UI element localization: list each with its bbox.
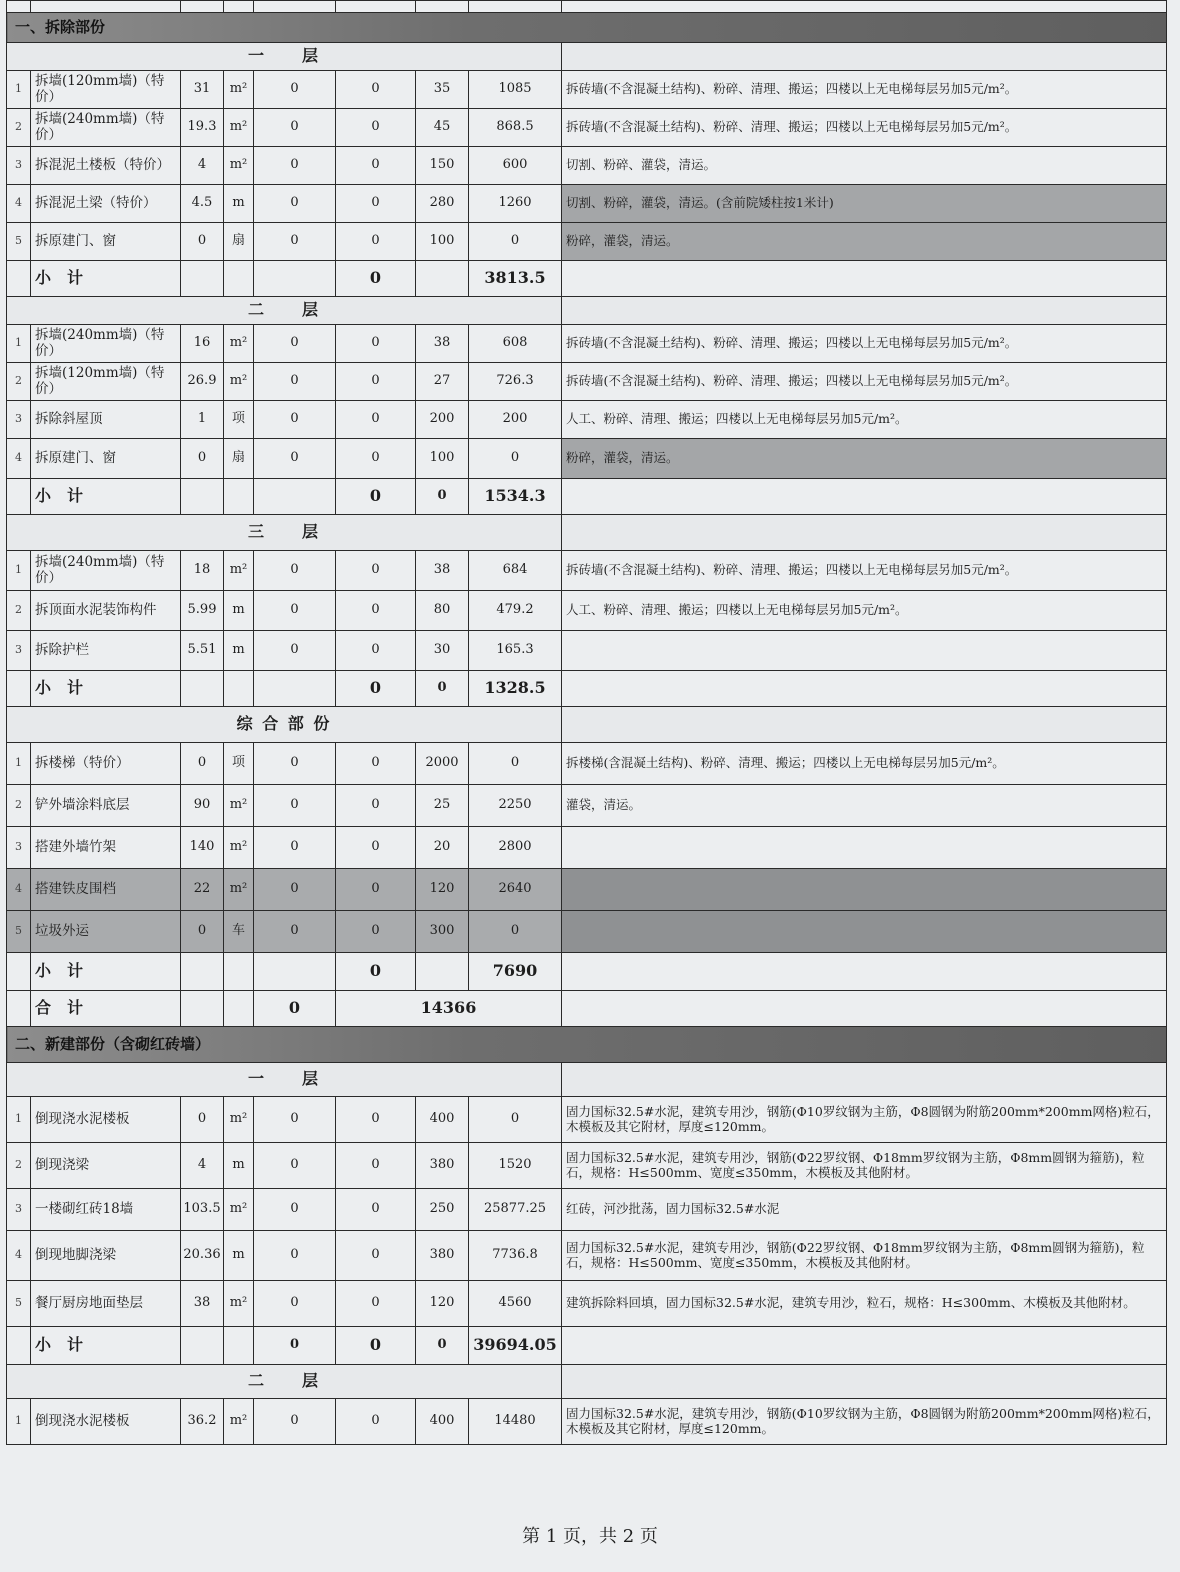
qty: 0 bbox=[181, 1097, 224, 1143]
col-a: 0 bbox=[254, 631, 336, 671]
item-name: 拆墙(240mm墙)（特价） bbox=[31, 109, 181, 147]
description: 切割、粉碎，灌袋，清运。(含前院矮柱按1米计) bbox=[562, 185, 1167, 223]
col-a: 0 bbox=[254, 1143, 336, 1189]
col-b: 0 bbox=[336, 591, 416, 631]
item-name: 拆顶面水泥装饰构件 bbox=[31, 591, 181, 631]
row-no: 3 bbox=[7, 1189, 31, 1231]
row-no: 1 bbox=[7, 743, 31, 785]
col-a: 0 bbox=[254, 401, 336, 439]
subtotal-price: 0 bbox=[416, 671, 469, 707]
unit-price: 400 bbox=[416, 1399, 469, 1445]
row-no: 2 bbox=[7, 363, 31, 401]
col-b: 0 bbox=[336, 71, 416, 109]
unit: m² bbox=[224, 1097, 254, 1143]
subtotal-label: 小 计 bbox=[31, 1327, 181, 1365]
page-footer: 第 1 页，共 2 页 bbox=[522, 1526, 658, 1547]
line-total: 479.2 bbox=[469, 591, 562, 631]
unit-price: 300 bbox=[416, 911, 469, 953]
unit-price: 2000 bbox=[416, 743, 469, 785]
unit-price: 35 bbox=[416, 71, 469, 109]
description: 拆砖墙(不含混凝土结构)、粉碎、清理、搬运；四楼以上无电梯每层另加5元/m²。 bbox=[562, 71, 1167, 109]
row-no: 3 bbox=[7, 147, 31, 185]
table-row bbox=[7, 551, 1167, 591]
item-name: 倒现地脚浇梁 bbox=[31, 1231, 181, 1281]
col-a: 0 bbox=[254, 363, 336, 401]
description: 粉碎，灌袋，清运。 bbox=[562, 223, 1167, 261]
row-no: 1 bbox=[7, 1399, 31, 1445]
table-row bbox=[7, 363, 1167, 401]
item-name: 拆混泥土楼板（特价） bbox=[31, 147, 181, 185]
unit-price: 120 bbox=[416, 869, 469, 911]
table-row bbox=[7, 1231, 1167, 1281]
table-row bbox=[7, 743, 1167, 785]
floor-header bbox=[7, 297, 1167, 325]
col-a: 0 bbox=[254, 743, 336, 785]
col-a: 0 bbox=[254, 827, 336, 869]
item-name: 拆原建门、窗 bbox=[31, 223, 181, 261]
subtotal-row bbox=[7, 1327, 1167, 1365]
unit: 扇 bbox=[224, 223, 254, 261]
item-name: 拆墙(120mm墙)（特价） bbox=[31, 363, 181, 401]
unit: m² bbox=[224, 1399, 254, 1445]
row-no: 3 bbox=[7, 827, 31, 869]
col-b: 0 bbox=[336, 869, 416, 911]
item-name: 拆原建门、窗 bbox=[31, 439, 181, 479]
unit-price: 120 bbox=[416, 1281, 469, 1327]
row-no: 3 bbox=[7, 631, 31, 671]
description: 拆砖墙(不含混凝土结构)、粉碎、清理、搬运；四楼以上无电梯每层另加5元/m²。 bbox=[562, 551, 1167, 591]
table-row bbox=[7, 631, 1167, 671]
floor-label: 二 层 bbox=[7, 297, 562, 325]
qty: 5.99 bbox=[181, 591, 224, 631]
col-b: 0 bbox=[336, 1097, 416, 1143]
section-header bbox=[7, 1027, 1167, 1063]
section-title: 二、新建部份（含砌红砖墙） bbox=[7, 1027, 1167, 1063]
col-a: 0 bbox=[254, 223, 336, 261]
table-row bbox=[7, 147, 1167, 185]
floor-header bbox=[7, 707, 1167, 743]
table-row bbox=[7, 223, 1167, 261]
table-row bbox=[7, 401, 1167, 439]
col-a: 0 bbox=[254, 1097, 336, 1143]
description: 人工、粉碎、清理、搬运；四楼以上无电梯每层另加5元/m²。 bbox=[562, 591, 1167, 631]
col-a: 0 bbox=[254, 109, 336, 147]
line-total: 0 bbox=[469, 1097, 562, 1143]
description: 建筑拆除料回填，固力国标32.5#水泥，建筑专用沙，粒石，规格：H≤300mm、木模板及其他附材。 bbox=[562, 1281, 1167, 1327]
row-no: 2 bbox=[7, 591, 31, 631]
col-b: 0 bbox=[336, 1143, 416, 1189]
row-no: 1 bbox=[7, 551, 31, 591]
col-b: 0 bbox=[336, 743, 416, 785]
grand-total-amount: 14366 bbox=[336, 991, 562, 1027]
qty: 16 bbox=[181, 325, 224, 363]
col-a: 0 bbox=[254, 1281, 336, 1327]
qty: 26.9 bbox=[181, 363, 224, 401]
quotation-sheet bbox=[6, 0, 1174, 1547]
table-row bbox=[7, 71, 1167, 109]
description bbox=[562, 911, 1167, 953]
unit: m bbox=[224, 185, 254, 223]
row-no: 3 bbox=[7, 401, 31, 439]
subtotal-label: 小 计 bbox=[31, 671, 181, 707]
row-no: 2 bbox=[7, 785, 31, 827]
col-b: 0 bbox=[336, 551, 416, 591]
floor-header bbox=[7, 1365, 1167, 1399]
qty: 4 bbox=[181, 147, 224, 185]
table-row bbox=[7, 439, 1167, 479]
table-row bbox=[7, 1281, 1167, 1327]
item-name: 拆混泥土梁（特价） bbox=[31, 185, 181, 223]
description bbox=[562, 827, 1167, 869]
description: 固力国标32.5#水泥，建筑专用沙，钢筋(Φ22罗纹钢、Φ18mm罗纹钢为主筋，Φ8mm圆钢为箍筋)，粒石，规格：H≤500mm、宽度≤350mm，木模板及其他附材。 bbox=[562, 1231, 1167, 1281]
qty: 103.5 bbox=[181, 1189, 224, 1231]
line-total: 2800 bbox=[469, 827, 562, 869]
col-b: 0 bbox=[336, 401, 416, 439]
item-name: 餐厅厨房地面垫层 bbox=[31, 1281, 181, 1327]
col-b: 0 bbox=[336, 1231, 416, 1281]
item-name: 拆墙(240mm墙)（特价） bbox=[31, 551, 181, 591]
unit: m² bbox=[224, 785, 254, 827]
description: 人工、粉碎、清理、搬运；四楼以上无电梯每层另加5元/m²。 bbox=[562, 401, 1167, 439]
row-no: 1 bbox=[7, 1097, 31, 1143]
row-no: 5 bbox=[7, 223, 31, 261]
floor-header bbox=[7, 515, 1167, 551]
qty: 31 bbox=[181, 71, 224, 109]
grand-total-label: 合 计 bbox=[31, 991, 181, 1027]
unit-price: 150 bbox=[416, 147, 469, 185]
subtotal-row bbox=[7, 953, 1167, 991]
line-total: 0 bbox=[469, 743, 562, 785]
line-total: 684 bbox=[469, 551, 562, 591]
unit-price: 80 bbox=[416, 591, 469, 631]
item-name: 拆除护栏 bbox=[31, 631, 181, 671]
col-b: 0 bbox=[336, 631, 416, 671]
line-total: 4560 bbox=[469, 1281, 562, 1327]
col-a: 0 bbox=[254, 1189, 336, 1231]
floor-label: 一 层 bbox=[7, 43, 562, 71]
col-b: 0 bbox=[336, 1399, 416, 1445]
item-name: 一楼砌红砖18墙 bbox=[31, 1189, 181, 1231]
grand-total-col-a: 0 bbox=[254, 991, 336, 1027]
table-row bbox=[7, 1143, 1167, 1189]
unit-price: 100 bbox=[416, 439, 469, 479]
line-total: 868.5 bbox=[469, 109, 562, 147]
col-a: 0 bbox=[254, 71, 336, 109]
col-b: 0 bbox=[336, 785, 416, 827]
item-name: 倒现浇水泥楼板 bbox=[31, 1097, 181, 1143]
qty: 0 bbox=[181, 911, 224, 953]
row-no: 4 bbox=[7, 439, 31, 479]
unit: m bbox=[224, 591, 254, 631]
subtotal-row bbox=[7, 261, 1167, 297]
floor-label: 三 层 bbox=[7, 515, 562, 551]
description: 拆楼梯(含混凝土结构)、粉碎、清理、搬运；四楼以上无电梯每层另加5元/m²。 bbox=[562, 743, 1167, 785]
qty: 20.36 bbox=[181, 1231, 224, 1281]
unit: m² bbox=[224, 109, 254, 147]
col-a: 0 bbox=[254, 147, 336, 185]
qty: 0 bbox=[181, 439, 224, 479]
col-b: 0 bbox=[336, 109, 416, 147]
col-b: 0 bbox=[336, 1189, 416, 1231]
col-b: 0 bbox=[336, 1281, 416, 1327]
unit: 车 bbox=[224, 911, 254, 953]
col-a: 0 bbox=[254, 551, 336, 591]
line-total: 726.3 bbox=[469, 363, 562, 401]
subtotal-row bbox=[7, 479, 1167, 515]
subtotal-label: 小 计 bbox=[31, 479, 181, 515]
row-no: 4 bbox=[7, 1231, 31, 1281]
row-no: 1 bbox=[7, 71, 31, 109]
qty: 5.51 bbox=[181, 631, 224, 671]
item-name: 倒现浇梁 bbox=[31, 1143, 181, 1189]
line-total: 200 bbox=[469, 401, 562, 439]
qty: 0 bbox=[181, 223, 224, 261]
col-b: 0 bbox=[336, 911, 416, 953]
col-b: 0 bbox=[336, 147, 416, 185]
subtotal-col-a: 0 bbox=[254, 1327, 336, 1365]
floor-label: 综 合 部 份 bbox=[7, 707, 562, 743]
unit: m bbox=[224, 1143, 254, 1189]
subtotal-col-b: 0 bbox=[336, 671, 416, 707]
unit: m² bbox=[224, 869, 254, 911]
item-name: 铲外墙涂料底层 bbox=[31, 785, 181, 827]
line-total: 0 bbox=[469, 223, 562, 261]
col-b: 0 bbox=[336, 363, 416, 401]
qty: 4.5 bbox=[181, 185, 224, 223]
item-name: 垃圾外运 bbox=[31, 911, 181, 953]
description: 拆砖墙(不含混凝土结构)、粉碎、清理、搬运；四楼以上无电梯每层另加5元/m²。 bbox=[562, 363, 1167, 401]
col-a: 0 bbox=[254, 1231, 336, 1281]
table-row bbox=[7, 109, 1167, 147]
line-total: 1520 bbox=[469, 1143, 562, 1189]
subtotal-price: 0 bbox=[416, 1327, 469, 1365]
grand-total-row bbox=[7, 991, 1167, 1027]
unit: m² bbox=[224, 147, 254, 185]
subtotal-col-b: 0 bbox=[336, 261, 416, 297]
table-row bbox=[7, 325, 1167, 363]
unit: m bbox=[224, 1231, 254, 1281]
unit-price: 25 bbox=[416, 785, 469, 827]
floor-label: 二 层 bbox=[7, 1365, 562, 1399]
table-row bbox=[7, 785, 1167, 827]
subtotal-price: 0 bbox=[416, 479, 469, 515]
col-b: 0 bbox=[336, 325, 416, 363]
floor-header bbox=[7, 43, 1167, 71]
col-a: 0 bbox=[254, 785, 336, 827]
section-title: 一、拆除部份 bbox=[7, 13, 1167, 43]
subtotal-label: 小 计 bbox=[31, 261, 181, 297]
col-b: 0 bbox=[336, 439, 416, 479]
col-a: 0 bbox=[254, 439, 336, 479]
subtotal-row bbox=[7, 671, 1167, 707]
row-no: 4 bbox=[7, 185, 31, 223]
description bbox=[562, 869, 1167, 911]
col-b: 0 bbox=[336, 827, 416, 869]
qty: 90 bbox=[181, 785, 224, 827]
line-total: 608 bbox=[469, 325, 562, 363]
qty: 38 bbox=[181, 1281, 224, 1327]
qty: 18 bbox=[181, 551, 224, 591]
subtotal-amount: 1328.5 bbox=[469, 671, 562, 707]
description: 固力国标32.5#水泥，建筑专用沙，钢筋(Φ10罗纹钢为主筋，Φ8圆钢为附筋200mm*200mm网格)粒石，木模板及其它附材，厚度≤120mm。 bbox=[562, 1399, 1167, 1445]
row-no: 5 bbox=[7, 911, 31, 953]
subtotal-col-b: 0 bbox=[336, 953, 416, 991]
col-b: 0 bbox=[336, 185, 416, 223]
col-a: 0 bbox=[254, 185, 336, 223]
item-name: 倒现浇水泥楼板 bbox=[31, 1399, 181, 1445]
col-a: 0 bbox=[254, 869, 336, 911]
description: 灌袋，清运。 bbox=[562, 785, 1167, 827]
unit: 项 bbox=[224, 401, 254, 439]
unit-price: 27 bbox=[416, 363, 469, 401]
table-row bbox=[7, 1189, 1167, 1231]
unit: m² bbox=[224, 71, 254, 109]
subtotal-amount: 1534.3 bbox=[469, 479, 562, 515]
subtotal-label: 小 计 bbox=[31, 953, 181, 991]
line-total: 7736.8 bbox=[469, 1231, 562, 1281]
line-total: 14480 bbox=[469, 1399, 562, 1445]
table-row bbox=[7, 869, 1167, 911]
item-name: 搭建铁皮围档 bbox=[31, 869, 181, 911]
unit-price: 250 bbox=[416, 1189, 469, 1231]
description: 切割、粉碎、灌袋，清运。 bbox=[562, 147, 1167, 185]
unit-price: 380 bbox=[416, 1231, 469, 1281]
description: 固力国标32.5#水泥，建筑专用沙，钢筋(Φ10罗纹钢为主筋，Φ8圆钢为附筋200mm*200mm网格)粒石，木模板及其它附材，厚度≤120mm。 bbox=[562, 1097, 1167, 1143]
description: 红砖，河沙批荡，固力国标32.5#水泥 bbox=[562, 1189, 1167, 1231]
table-row bbox=[7, 911, 1167, 953]
floor-label: 一 层 bbox=[7, 1063, 562, 1097]
qty: 4 bbox=[181, 1143, 224, 1189]
qty: 22 bbox=[181, 869, 224, 911]
unit: 项 bbox=[224, 743, 254, 785]
line-total: 0 bbox=[469, 439, 562, 479]
col-a: 0 bbox=[254, 591, 336, 631]
subtotal-col-b: 0 bbox=[336, 479, 416, 515]
unit-price: 200 bbox=[416, 401, 469, 439]
subtotal-amount: 39694.05 bbox=[469, 1327, 562, 1365]
col-a: 0 bbox=[254, 1399, 336, 1445]
description: 拆砖墙(不含混凝土结构)、粉碎、清理、搬运；四楼以上无电梯每层另加5元/m²。 bbox=[562, 325, 1167, 363]
quotation-table bbox=[6, 0, 1167, 1445]
unit: m² bbox=[224, 1281, 254, 1327]
row-no: 2 bbox=[7, 1143, 31, 1189]
unit-price: 280 bbox=[416, 185, 469, 223]
table-row bbox=[7, 591, 1167, 631]
line-total: 165.3 bbox=[469, 631, 562, 671]
table-row bbox=[7, 827, 1167, 869]
description bbox=[562, 631, 1167, 671]
item-name: 搭建外墙竹架 bbox=[31, 827, 181, 869]
item-name: 拆除斜屋顶 bbox=[31, 401, 181, 439]
subtotal-amount: 3813.5 bbox=[469, 261, 562, 297]
qty: 1 bbox=[181, 401, 224, 439]
table-row bbox=[7, 1399, 1167, 1445]
unit-price: 380 bbox=[416, 1143, 469, 1189]
unit: 扇 bbox=[224, 439, 254, 479]
row-no: 2 bbox=[7, 109, 31, 147]
row-no: 1 bbox=[7, 325, 31, 363]
line-total: 2250 bbox=[469, 785, 562, 827]
section-header bbox=[7, 13, 1167, 43]
description: 粉碎，灌袋，清运。 bbox=[562, 439, 1167, 479]
line-total: 25877.25 bbox=[469, 1189, 562, 1231]
line-total: 1085 bbox=[469, 71, 562, 109]
unit: m² bbox=[224, 325, 254, 363]
subtotal-amount: 7690 bbox=[469, 953, 562, 991]
qty: 19.3 bbox=[181, 109, 224, 147]
unit: m² bbox=[224, 551, 254, 591]
line-total: 2640 bbox=[469, 869, 562, 911]
unit-price: 30 bbox=[416, 631, 469, 671]
cut-off-row bbox=[7, 1, 1167, 13]
floor-header bbox=[7, 1063, 1167, 1097]
unit-price: 20 bbox=[416, 827, 469, 869]
qty: 140 bbox=[181, 827, 224, 869]
description: 固力国标32.5#水泥，建筑专用沙，钢筋(Φ22罗纹钢、Φ18mm罗纹钢为主筋，Φ8mm圆钢为箍筋)，粒石，规格：H≤500mm、宽度≤350mm，木模板及其他附材。 bbox=[562, 1143, 1167, 1189]
row-no: 5 bbox=[7, 1281, 31, 1327]
line-total: 0 bbox=[469, 911, 562, 953]
line-total: 1260 bbox=[469, 185, 562, 223]
col-b: 0 bbox=[336, 223, 416, 261]
description: 拆砖墙(不含混凝土结构)、粉碎、清理、搬运；四楼以上无电梯每层另加5元/m²。 bbox=[562, 109, 1167, 147]
row-no: 4 bbox=[7, 869, 31, 911]
unit: m² bbox=[224, 1189, 254, 1231]
unit-price: 100 bbox=[416, 223, 469, 261]
unit-price: 38 bbox=[416, 551, 469, 591]
subtotal-col-b: 0 bbox=[336, 1327, 416, 1365]
unit-price: 45 bbox=[416, 109, 469, 147]
table-row bbox=[7, 185, 1167, 223]
unit: m bbox=[224, 631, 254, 671]
line-total: 600 bbox=[469, 147, 562, 185]
item-name: 拆墙(240mm墙)（特价） bbox=[31, 325, 181, 363]
item-name: 拆楼梯（特价） bbox=[31, 743, 181, 785]
unit: m² bbox=[224, 827, 254, 869]
unit: m² bbox=[224, 363, 254, 401]
col-a: 0 bbox=[254, 911, 336, 953]
item-name: 拆墙(120mm墙)（特价） bbox=[31, 71, 181, 109]
table-row bbox=[7, 1097, 1167, 1143]
unit-price: 400 bbox=[416, 1097, 469, 1143]
qty: 36.2 bbox=[181, 1399, 224, 1445]
qty: 0 bbox=[181, 743, 224, 785]
unit-price: 38 bbox=[416, 325, 469, 363]
col-a: 0 bbox=[254, 325, 336, 363]
